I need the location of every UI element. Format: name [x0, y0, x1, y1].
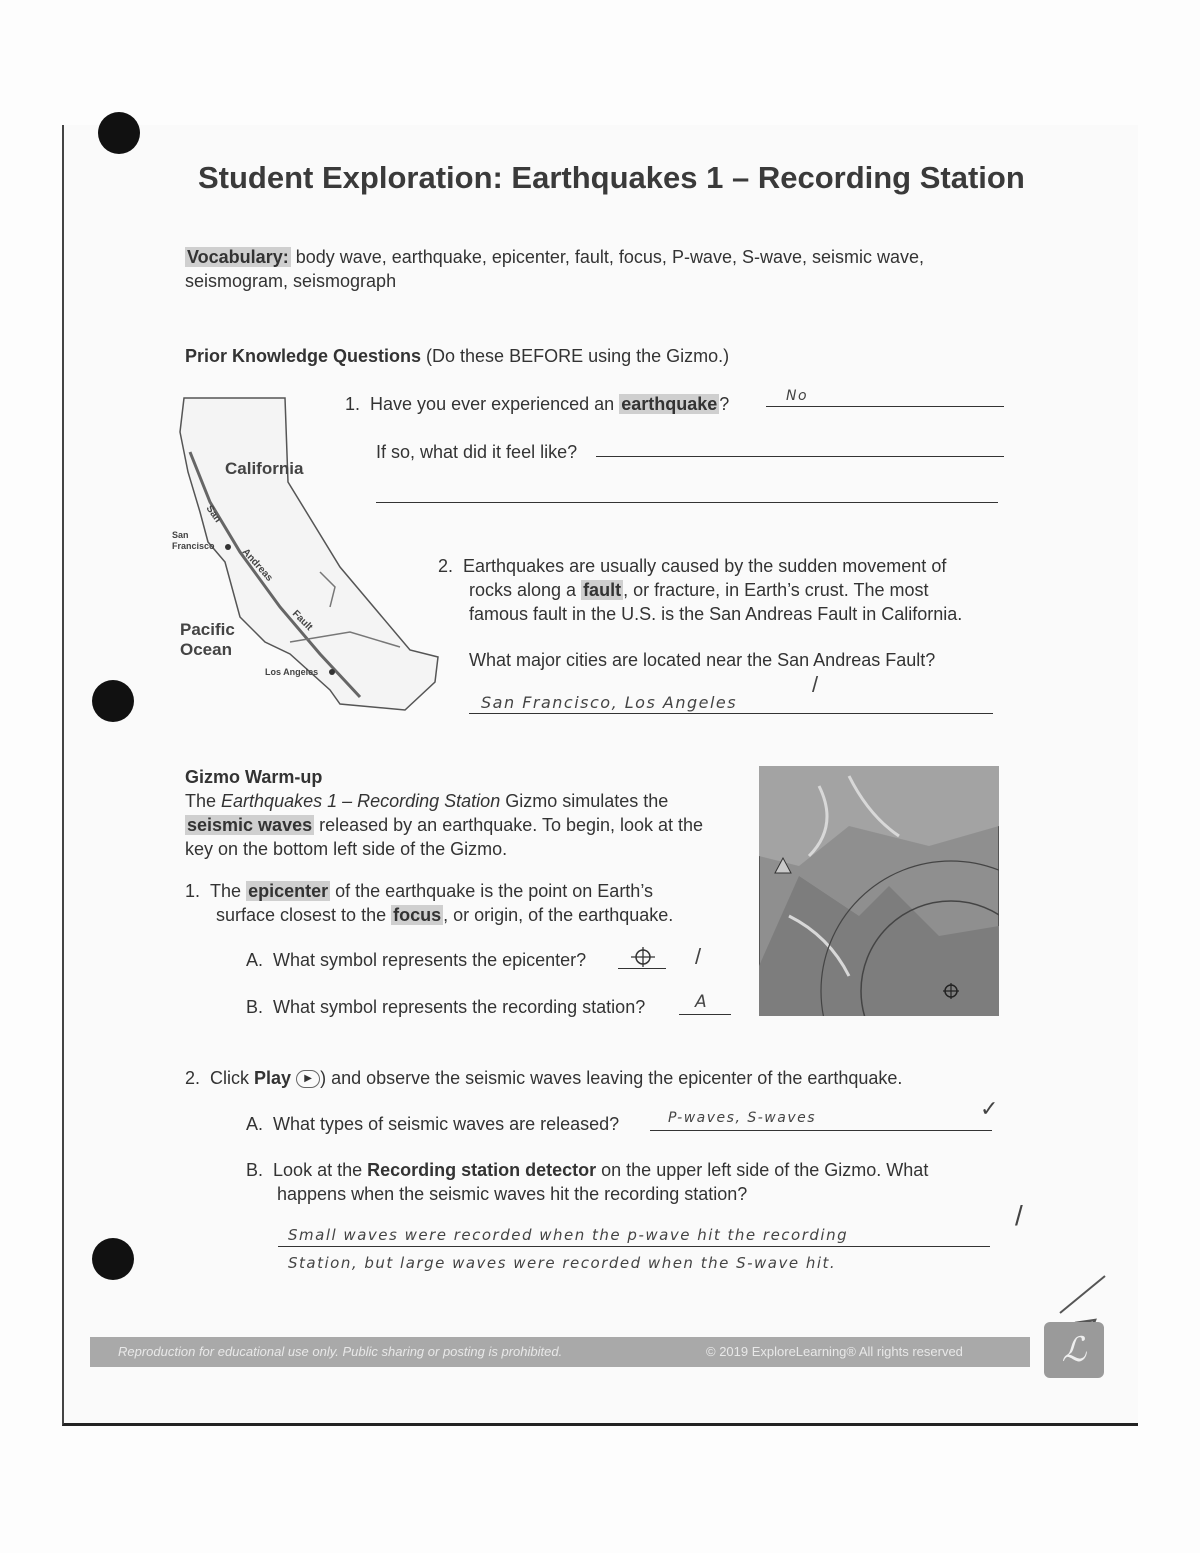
explorelearning-logo: ℒ: [1044, 1322, 1104, 1378]
warmup-intro1-post: Gizmo simulates the: [500, 791, 669, 811]
warmup-q2a: [246, 1112, 619, 1136]
prior-q2: [438, 554, 1018, 626]
warmup-q1-term2: focus: [393, 905, 442, 925]
warmup-q2a-answer-field[interactable]: [650, 1106, 992, 1131]
prior-heading-text: Prior Knowledge Questions: [185, 346, 422, 366]
prior-q2-line2-pre: rocks along a: [469, 580, 582, 600]
prior-q1-answer: No: [786, 388, 809, 404]
check-mark-icon: /: [1015, 1200, 1023, 1231]
warmup-q1-term1: epicenter: [248, 881, 329, 901]
warmup-q1-line2-post: , or origin, of the earthquake.: [443, 905, 674, 925]
warmup-q2-number: 2.: [185, 1068, 201, 1088]
prior-q1-answer-field[interactable]: [766, 382, 1004, 407]
prior-q1b-answer-field-2[interactable]: [376, 478, 998, 503]
warmup-q2b-answer-field[interactable]: [278, 1222, 990, 1247]
vocabulary: [185, 245, 1005, 293]
prior-knowledge-heading: [185, 344, 729, 368]
prior-q1-number: 1.: [345, 394, 361, 414]
warmup-q2b-pre: Look at the: [273, 1160, 368, 1180]
warmup-q1b-letter: B.: [246, 997, 264, 1017]
binder-hole-bottom: [92, 1238, 134, 1280]
warmup-q2b: [246, 1158, 1006, 1206]
warmup-q1: [185, 879, 745, 927]
warmup-q1b-answer: A: [695, 992, 709, 1012]
warmup-intro1-pre: The: [185, 791, 222, 811]
vocabulary-terms-line2: seismogram, seismograph: [185, 271, 397, 291]
prior-q1b: If so, what did it feel like?: [376, 442, 578, 462]
footer-right: © 2019 ExploreLearning® All rights reserved: [706, 1344, 963, 1359]
warmup-q1b-answer-field[interactable]: [679, 990, 731, 1015]
warmup-heading: Gizmo Warm-up: [185, 767, 323, 787]
play-button-icon: ▶: [296, 1070, 320, 1088]
prior-note: (Do these BEFORE using the Gizmo.): [421, 346, 730, 366]
footer-bar: [90, 1337, 1030, 1367]
warmup-q2b-line2: happens when the seismic waves hit the recording station?: [277, 1184, 748, 1204]
prior-q1: [345, 392, 729, 416]
prior-q1-pre: Have you ever experienced an: [370, 394, 620, 414]
warmup-q2b-term: Recording station detector: [367, 1160, 597, 1180]
warmup-q2: [185, 1066, 985, 1090]
map-label-california: California: [225, 459, 304, 478]
map-label-sf-1: San: [172, 530, 189, 540]
footer-left: Reproduction for educational use only. Public sharing or posting is prohibited.: [118, 1344, 563, 1359]
prior-q2b: What major cities are located near the San Andreas Fault?: [469, 650, 936, 670]
prior-q1-post: ?: [719, 394, 730, 414]
warmup-q2b-post: on the upper left side of the Gizmo. What: [596, 1160, 929, 1180]
warmup-intro: [185, 765, 745, 861]
warmup-q1b-text: What symbol represents the recording station?: [273, 997, 646, 1017]
map-label-la: Los Angeles: [265, 667, 319, 677]
warmup-q1a: [246, 948, 586, 972]
warmup-q1b: [246, 995, 645, 1019]
warmup-q2b-letter: B.: [246, 1160, 264, 1180]
warmup-q2-pre: Click: [210, 1068, 255, 1088]
vocabulary-label: Vocabulary:: [187, 247, 289, 267]
prior-q2-term: fault: [583, 580, 622, 600]
prior-q1-term: earthquake: [621, 394, 718, 414]
warmup-q2-term: Play: [254, 1068, 292, 1088]
prior-q2-line1: Earthquakes are usually caused by the sudden movement of: [463, 556, 947, 576]
map-label-fault-2: Andreas: [239, 546, 275, 584]
prior-q2-line3: famous fault in the U.S. is the San Andreas Fault in California.: [469, 604, 963, 624]
warmup-intro3: key on the bottom left side of the Gizmo.: [185, 839, 508, 859]
warmup-q2a-text: What types of seismic waves are released?: [273, 1114, 620, 1134]
binder-hole-middle: [92, 680, 134, 722]
warmup-intro2-post: released by an earthquake. To begin, look at the: [314, 815, 704, 835]
check-mark-icon: ✓: [980, 1096, 999, 1121]
warmup-intro2-term: seismic waves: [187, 815, 313, 835]
map-label-ocean: Ocean: [180, 640, 232, 659]
warmup-q2a-answer: P-waves, S-waves: [668, 1110, 817, 1126]
los-angeles-dot: [329, 669, 335, 675]
warmup-q1-mid: of the earthquake is the point on Earth’s: [330, 881, 653, 901]
prior-q2-answer-field[interactable]: [469, 689, 993, 714]
gizmo-screenshot: [759, 766, 999, 1016]
warmup-q1-pre: The: [210, 881, 247, 901]
warmup-intro1-em: Earthquakes 1 – Recording Station: [221, 791, 501, 811]
check-mark-icon: /: [812, 672, 819, 697]
prior-q2-line2-post: , or fracture, in Earth’s crust. The most: [623, 580, 929, 600]
map-label-sf-2: Francisco: [172, 541, 215, 551]
warmup-q1a-text: What symbol represents the epicenter?: [273, 950, 587, 970]
map-label-fault-1: San: [203, 503, 224, 525]
epicenter-symbol-answer-icon: [630, 946, 656, 968]
vocabulary-terms-line1: body wave, earthquake, epicenter, fault, focus, P-wave, S-wave, seismic wave,: [290, 247, 925, 267]
warmup-q2b-answer-line2: Station, but large waves were recorded when the S-wave hit.: [288, 1254, 837, 1272]
warmup-q1a-answer-field[interactable]: [618, 944, 666, 969]
warmup-q1a-letter: A.: [246, 950, 264, 970]
page-title: Student Exploration: Earthquakes 1 – Recording Station: [198, 160, 1025, 195]
map-label-pacific: Pacific: [180, 620, 235, 639]
warmup-q2b-answer-line1: Small waves were recorded when the p-wave hit the recording: [288, 1226, 849, 1244]
warmup-q1-number: 1.: [185, 881, 201, 901]
warmup-q2a-letter: A.: [246, 1114, 264, 1134]
prior-q2-number: 2.: [438, 556, 454, 576]
prior-q1b-answer-field[interactable]: [596, 432, 1004, 457]
map-label-fault-3: Fault: [289, 608, 315, 634]
prior-q2-answer: San Francisco, Los Angeles: [481, 693, 738, 712]
warmup-q1-line2-pre: surface closest to the: [216, 905, 392, 925]
san-francisco-dot: [225, 544, 231, 550]
check-mark-icon: /: [695, 944, 702, 969]
binder-hole-top: [98, 112, 140, 154]
warmup-q2-post: ) and observe the seismic waves leaving the epicenter of the earthquake.: [320, 1068, 903, 1088]
